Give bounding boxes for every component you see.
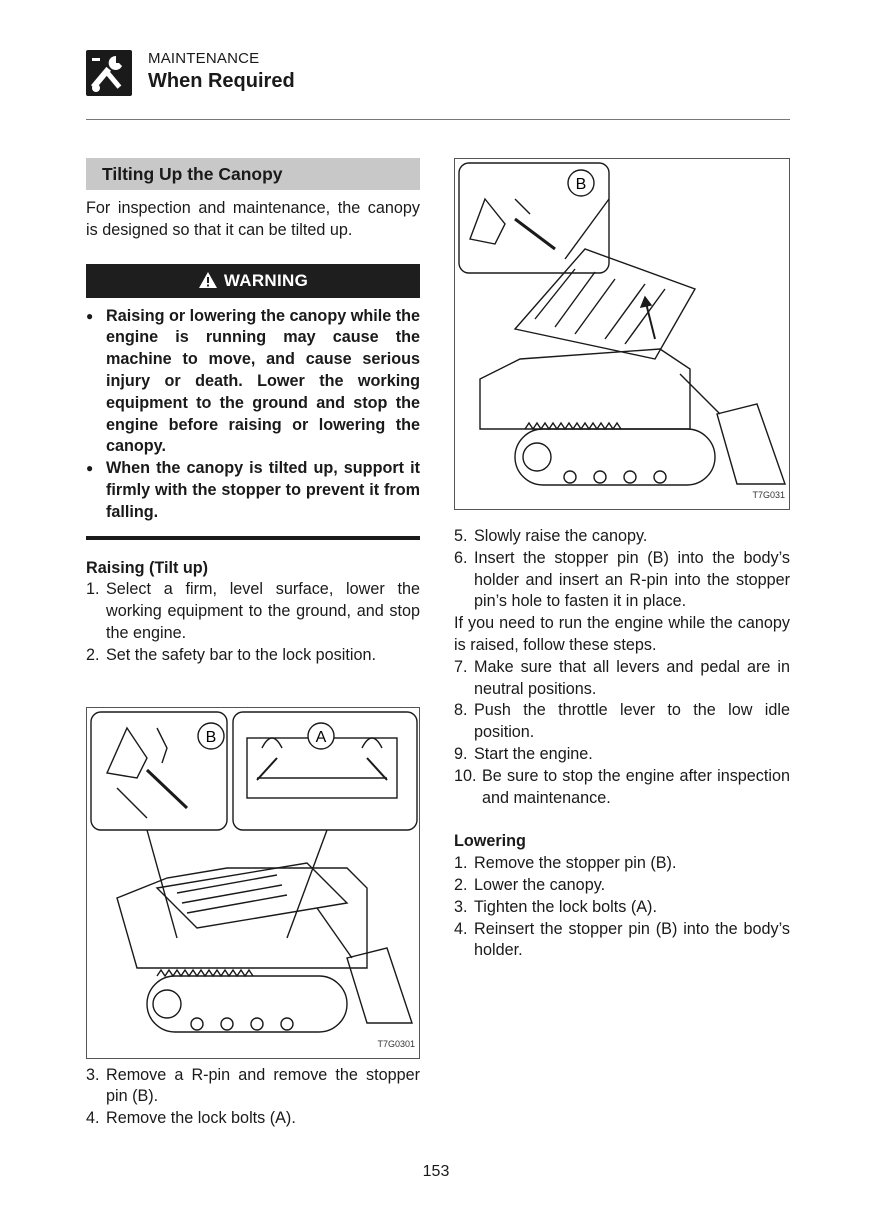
canopy-lock-illustration	[86, 707, 420, 1059]
list-item: 7. Make sure that all levers and pedal are in neutral positions.	[454, 657, 790, 698]
list-item: 6. Insert the stopper pin (B) into the body’s holder and insert an R-pin into the stopper pin’s hole to fasten it in place.	[454, 548, 790, 611]
list-item: 4. Remove the lock bolts (A).	[86, 1109, 296, 1128]
figure-code: T7G031	[752, 490, 785, 501]
warning-item: ● When the canopy is tilted up, support it firmly with the stopper to prevent it from falling.	[86, 458, 420, 523]
list-item: 1. Select a firm, level surface, lower the working equipment to the ground, and stop the engine.	[86, 580, 420, 642]
engine-steps	[454, 657, 790, 810]
callout-label-b: B	[575, 176, 587, 193]
header-title: When Required	[148, 70, 295, 92]
list-item: 2. Set the safety bar to the lock position.	[86, 645, 376, 664]
list-item: 2. Lower the canopy.	[454, 875, 606, 894]
list-item: 10. Be sure to stop the engine after inspection and maintenance.	[454, 766, 790, 807]
list-item: 1. Remove the stopper pin (B).	[454, 854, 677, 873]
warning-banner	[86, 264, 420, 298]
warning-list	[86, 306, 420, 524]
warning-triangle-icon	[198, 267, 218, 301]
list-item: 3. Tighten the lock bolts (A).	[454, 897, 657, 916]
warning-end-rule	[86, 536, 420, 540]
list-item: 8. Push the throttle lever to the low idle position.	[454, 701, 790, 742]
engine-note: If you need to run the engine while the canopy is raised, follow these steps.	[454, 614, 790, 654]
raise-steps	[454, 526, 790, 613]
lowering-title: Lowering	[454, 832, 526, 851]
warning-label: WARNING	[223, 270, 309, 290]
list-item: 5. Slowly raise the canopy.	[454, 527, 648, 545]
figure-code: T7G0301	[377, 1038, 415, 1049]
list-item: 4. Reinsert the stopper pin (B) into the body’s holder.	[454, 919, 790, 960]
callout-label-b: B	[205, 728, 217, 746]
lowering-steps	[454, 853, 790, 962]
right-column	[454, 158, 790, 962]
page-header	[86, 46, 790, 120]
canopy-raised-illustration	[454, 158, 790, 510]
list-item: 3. Remove a R-pin and remove the stopper pin (B).	[86, 1065, 420, 1106]
header-section: MAINTENANCE	[148, 50, 260, 67]
removal-steps	[86, 1065, 420, 1130]
page-number: 153	[422, 1163, 450, 1180]
callout-label-a: A	[315, 728, 327, 746]
warning-item: ● Raising or lowering the canopy while the engine is running may cause the machine to move, and cause serious injury or death. Lower the working equipment to the ground and stop the engine before raising or lowering the canopy.	[86, 306, 420, 459]
intro-paragraph: For inspection and maintenance, the canopy is designed so that it can be tilted up.	[86, 199, 420, 239]
raising-title: Raising (Tilt up)	[86, 558, 208, 577]
header-divider	[86, 119, 790, 120]
list-item: 9. Start the engine.	[454, 744, 593, 763]
section-title: Tilting Up the Canopy	[86, 158, 420, 190]
left-column	[86, 158, 420, 1130]
raising-steps	[86, 579, 420, 666]
wrench-screwdriver-icon	[86, 50, 132, 96]
